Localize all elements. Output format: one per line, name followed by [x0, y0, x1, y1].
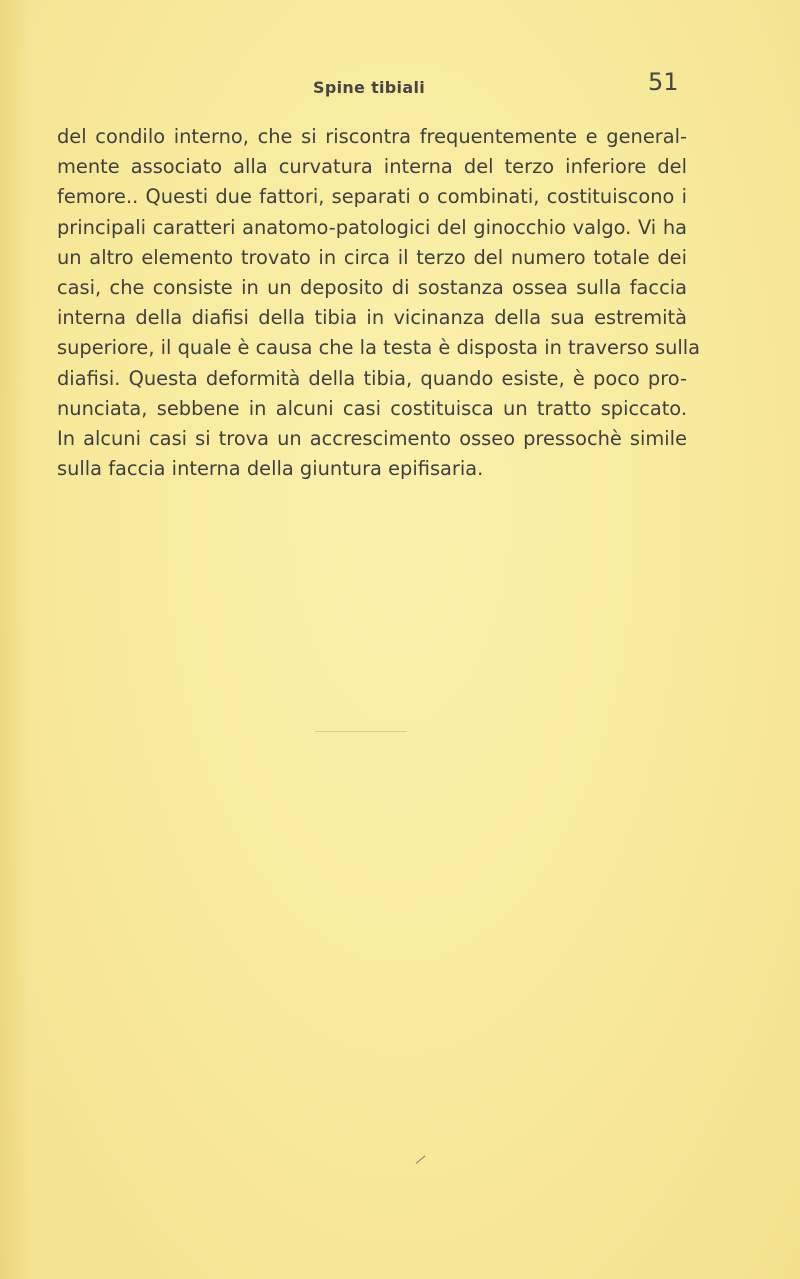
- text-line: mente associato alla curvatura interna del terzo inferiore del: [57, 155, 687, 179]
- pencil-mark: [416, 1155, 426, 1163]
- text-line: diafisi. Questa deformità della tibia, quando esiste, è poco pro-: [57, 366, 687, 390]
- page-number: 51: [648, 68, 679, 96]
- text-line: interna della diafisi della tibia in vicinanza della sua estremità: [57, 306, 687, 330]
- text-line: un altro elemento trovato in circa il terzo del numero totale dei: [57, 245, 687, 269]
- text-line: femore.. Questi due fattori, separati o combinati, costituiscono i: [57, 185, 687, 209]
- text-line: principali caratteri anatomo-patologici del ginocchio valgo. Vi ha: [57, 215, 687, 239]
- body-paragraph: [57, 122, 701, 484]
- text-line: casi, che consiste in un deposito di sostanza ossea sulla faccia: [57, 276, 687, 300]
- running-head: [0, 62, 800, 102]
- text-line: In alcuni casi si trova un accrescimento osseo pressochè simile: [57, 427, 687, 451]
- faint-divider-line: [315, 731, 407, 732]
- text-line: superiore, il quale è causa che la testa è disposta in traverso sulla: [57, 336, 701, 360]
- text-line: del condilo interno, che si riscontra frequentemente e general-: [57, 125, 687, 148]
- text-line: nunciata, sebbene in alcuni casi costituisca un tratto spiccato.: [57, 396, 687, 420]
- text-line-last: sulla faccia interna della giuntura epifisaria.: [57, 457, 484, 481]
- running-title: Spine tibiali: [313, 78, 426, 97]
